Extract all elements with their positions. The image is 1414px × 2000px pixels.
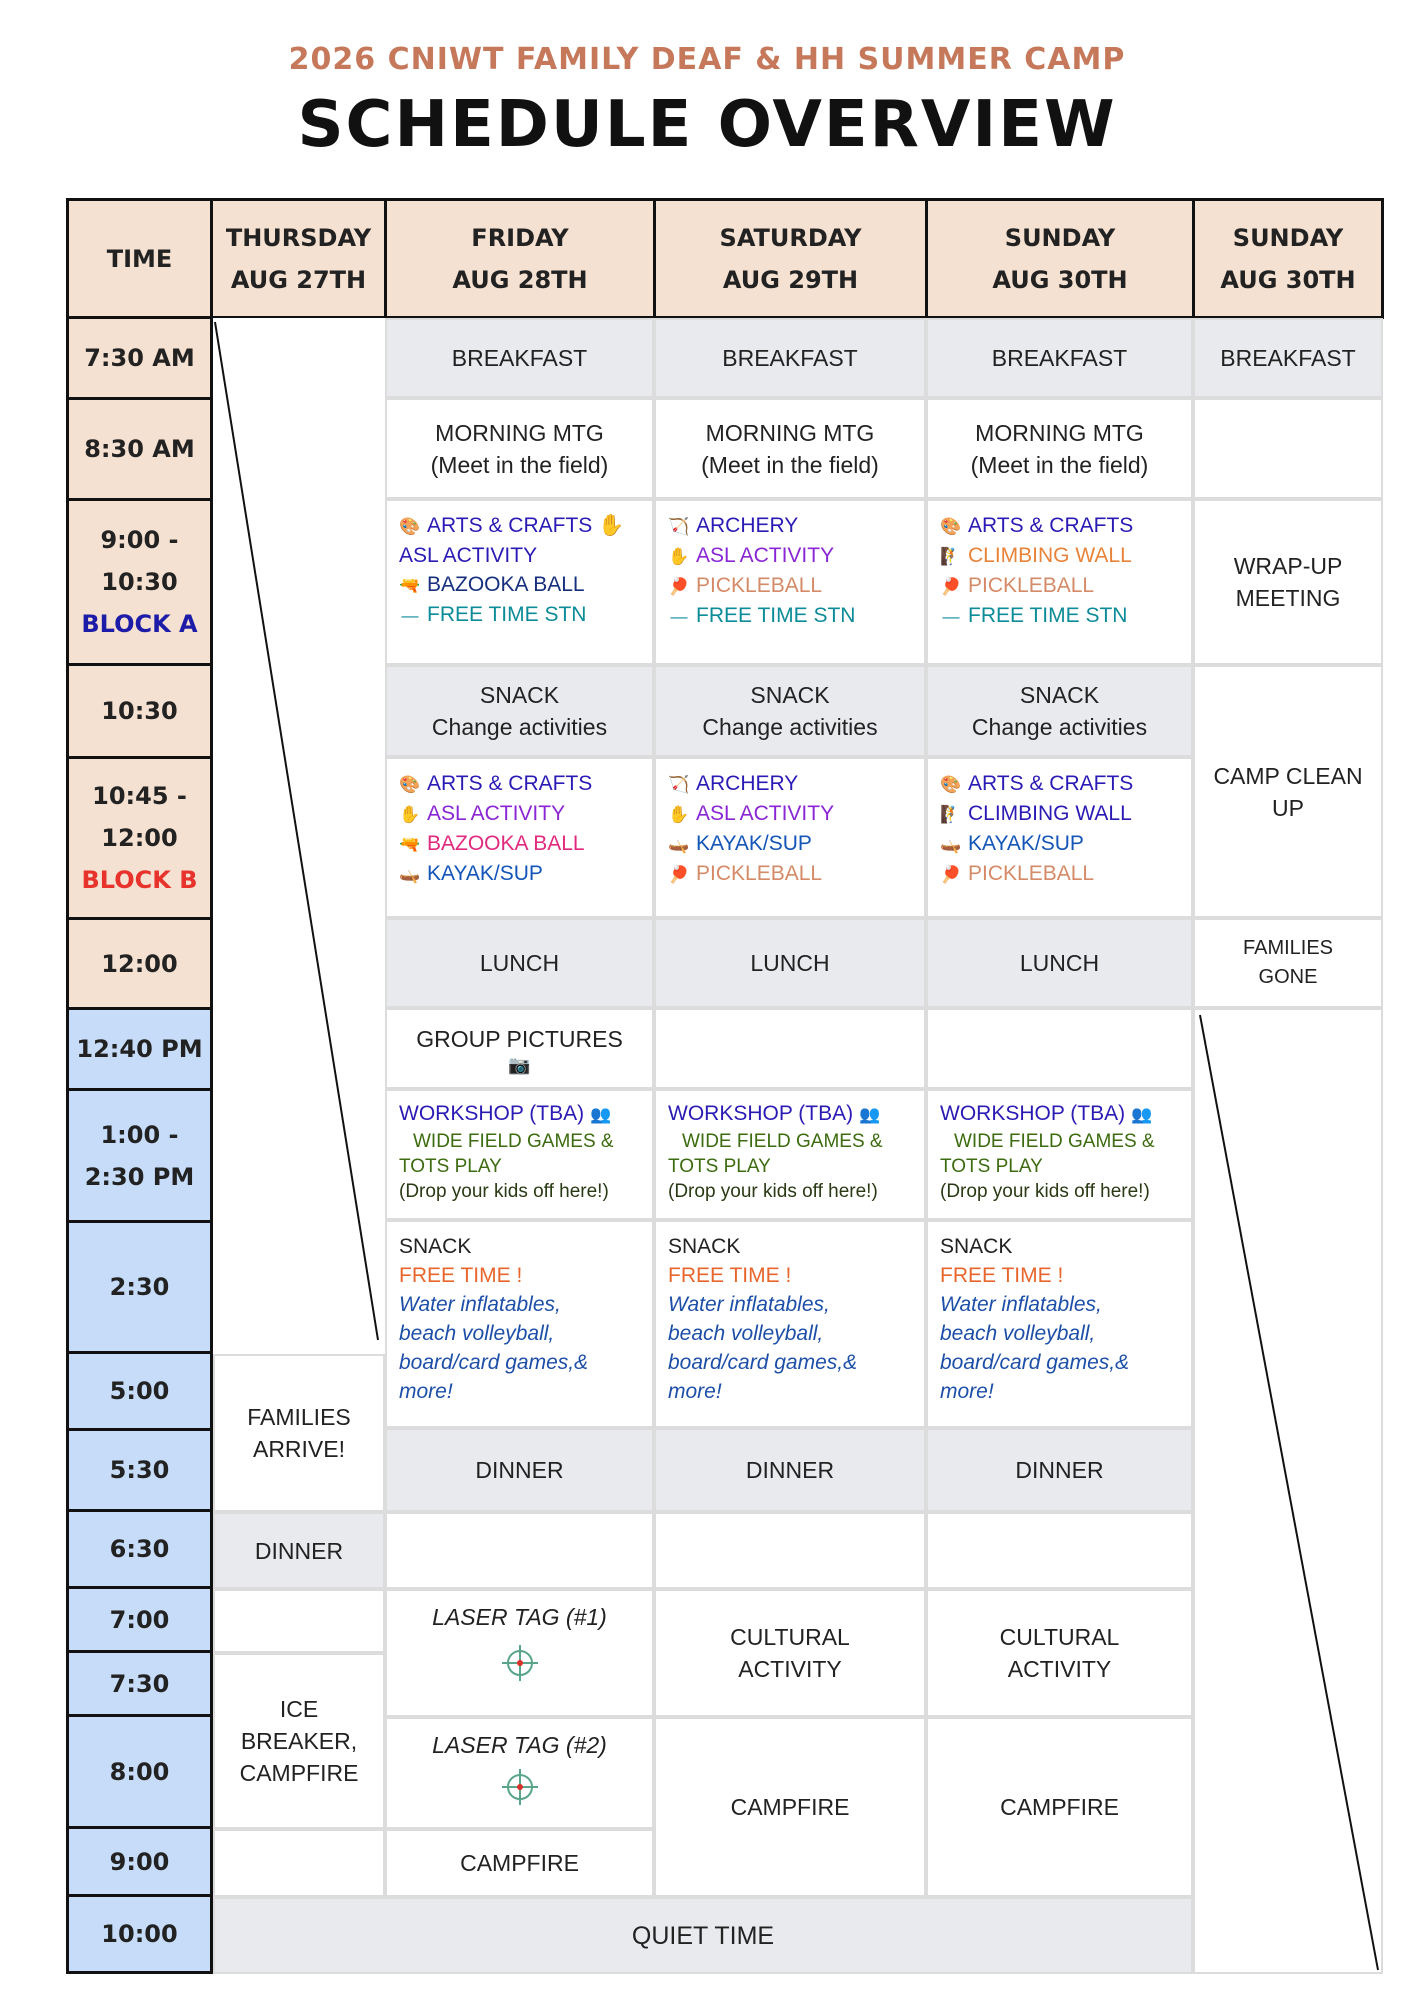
sun2-breakfast: BREAKFAST	[1193, 318, 1383, 398]
sat-morning-mtg: MORNING MTG (Meet in the field)	[654, 398, 926, 499]
time-730pm: 7:30	[66, 1650, 213, 1717]
palette-icon: 🎨	[399, 775, 421, 794]
sat-lunch: LUNCH	[654, 918, 926, 1008]
list-item: 🏓 PICKLEBALL	[668, 571, 822, 601]
header-saturday: SATURDAY AUG 29TH	[653, 198, 928, 319]
sun-dinner: DINNER	[926, 1428, 1193, 1512]
sun2-families-gone: FAMILIES GONE	[1193, 918, 1383, 1008]
paddle-icon: 🏓	[668, 865, 690, 884]
sun-campfire: CAMPFIRE	[926, 1717, 1193, 1897]
sun-snack: SNACK Change activities	[926, 665, 1193, 757]
list-item: 🔫 BAZOOKA BALL	[399, 829, 585, 859]
sat-cultural-activity: CULTURAL ACTIVITY	[654, 1589, 926, 1717]
fri-snack: SNACK Change activities	[385, 665, 654, 757]
list-item: 🎨 ARTS & CRAFTS ✋	[399, 511, 624, 541]
time-1200: 12:00	[66, 917, 213, 1010]
bow-arrow-icon: 🏹	[668, 517, 690, 536]
header-sunday: SUNDAY AUG 30TH	[925, 198, 1195, 319]
dash-icon: —	[401, 606, 419, 625]
list-item: ✋ ASL ACTIVITY	[668, 799, 834, 829]
list-item: — FREE TIME STN	[399, 600, 586, 630]
sat-snack: SNACK Change activities	[654, 665, 926, 757]
hand-icon: ✋	[399, 805, 421, 824]
palette-icon: 🎨	[940, 775, 962, 794]
sat-breakfast: BREAKFAST	[654, 318, 926, 398]
header-thursday: THURSDAY AUG 27TH	[210, 198, 387, 319]
fri-group-pictures: GROUP PICTURES 📷	[385, 1008, 654, 1089]
people-icon: 👥	[858, 1105, 881, 1124]
fri-morning-mtg: MORNING MTG (Meet in the field)	[385, 398, 654, 499]
fri-laser-tag-1: LASER TAG (#1)	[385, 1589, 654, 1717]
list-item: 🎨 ARTS & CRAFTS	[399, 769, 592, 799]
kayak-icon: 🛶	[940, 835, 962, 854]
sat-campfire: CAMPFIRE	[654, 1717, 926, 1897]
sun-cultural-activity: CULTURAL ACTIVITY	[926, 1589, 1193, 1717]
thu-dinner: DINNER	[213, 1512, 385, 1589]
time-block-a: 9:00 - 10:30 BLOCK A	[66, 498, 213, 666]
list-item: 🏓 PICKLEBALL	[940, 571, 1094, 601]
sun-workshop: WORKSHOP (TBA) 👥 WIDE FIELD GAMES & TOTS PLAY (Drop your kids off here!)	[926, 1089, 1193, 1220]
sun2-camp-clean-up: CAMP CLEAN UP	[1193, 665, 1383, 918]
list-item: 🛶 KAYAK/SUP	[940, 829, 1084, 859]
time-1000: 10:00	[66, 1894, 213, 1974]
list-item: ✋ ASL ACTIVITY	[399, 799, 565, 829]
list-item: 🎨 ARTS & CRAFTS	[940, 511, 1133, 541]
list-item: 🏹 ARCHERY	[668, 511, 798, 541]
time-100pm: 1:00 - 2:30 PM	[66, 1088, 213, 1223]
water-gun-icon: 🔫	[399, 576, 421, 595]
list-item: — FREE TIME STN	[668, 601, 855, 631]
dash-icon: —	[942, 607, 960, 626]
people-icon: 👥	[589, 1105, 612, 1124]
sat-dinner: DINNER	[654, 1428, 926, 1512]
time-730am: 7:30 AM	[66, 316, 213, 400]
dash-icon: —	[670, 607, 688, 626]
time-1030: 10:30	[66, 663, 213, 759]
climber-icon: 🧗	[940, 547, 962, 566]
list-item: ✋ ASL ACTIVITY	[668, 541, 834, 571]
time-230: 2:30	[66, 1220, 213, 1354]
thu-ice-breaker: ICE BREAKER, CAMPFIRE	[213, 1653, 385, 1829]
fri-campfire: CAMPFIRE	[385, 1829, 654, 1897]
time-530: 5:30	[66, 1428, 213, 1512]
header-time: TIME	[66, 198, 213, 319]
sun-lunch: LUNCH	[926, 918, 1193, 1008]
fri-dinner: DINNER	[385, 1428, 654, 1512]
list-item: — FREE TIME STN	[940, 601, 1127, 631]
camp-subtitle: 2026 CNIWT FAMILY DEAF & HH SUMMER CAMP	[288, 42, 1126, 77]
page-title: SCHEDULE OVERVIEW	[297, 88, 1117, 162]
people-icon: 👥	[1130, 1105, 1153, 1124]
list-item: 🛶 KAYAK/SUP	[399, 859, 543, 889]
palette-icon: 🎨	[399, 517, 421, 536]
time-1240pm: 12:40 PM	[66, 1007, 213, 1091]
kayak-icon: 🛶	[399, 865, 421, 884]
list-item: ASL ACTIVITY	[399, 544, 538, 567]
hand-icon: ✋	[668, 547, 690, 566]
kayak-icon: 🛶	[668, 835, 690, 854]
sat-free-time: SNACK FREE TIME ! Water inflatables, beach volleyball, board/card games,& more!	[654, 1220, 926, 1428]
paddle-icon: 🏓	[940, 577, 962, 596]
fri-laser-tag-2: LASER TAG (#2)	[385, 1717, 654, 1829]
sun-free-time: SNACK FREE TIME ! Water inflatables, beach volleyball, board/card games,& more!	[926, 1220, 1193, 1428]
quiet-time: QUIET TIME	[213, 1897, 1193, 1974]
time-900pm: 9:00	[66, 1826, 213, 1897]
list-item: 🎨 ARTS & CRAFTS	[940, 769, 1133, 799]
camera-icon: 📷	[508, 1054, 531, 1075]
list-item: 🛶 KAYAK/SUP	[668, 829, 812, 859]
time-700: 7:00	[66, 1586, 213, 1653]
list-item: 🏓 PICKLEBALL	[940, 859, 1094, 889]
sun2-wrap-up: WRAP-UP MEETING	[1193, 499, 1383, 665]
time-630: 6:30	[66, 1509, 213, 1589]
time-500: 5:00	[66, 1351, 213, 1431]
climber-icon: 🧗	[940, 805, 962, 824]
palette-icon: 🎨	[940, 517, 962, 536]
fri-lunch: LUNCH	[385, 918, 654, 1008]
list-item: 🏓 PICKLEBALL	[668, 859, 822, 889]
fri-free-time: SNACK FREE TIME ! Water inflatables, beach volleyball, board/card games,& more!	[385, 1220, 654, 1428]
time-800: 8:00	[66, 1714, 213, 1829]
fri-breakfast: BREAKFAST	[385, 318, 654, 398]
sun-breakfast: BREAKFAST	[926, 318, 1193, 398]
sat-workshop: WORKSHOP (TBA) 👥 WIDE FIELD GAMES & TOTS PLAY (Drop your kids off here!)	[654, 1089, 926, 1220]
list-item: 🧗 CLIMBING WALL	[940, 799, 1132, 829]
thu-families-arrive: FAMILIES ARRIVE!	[213, 1354, 385, 1512]
water-gun-icon: 🔫	[399, 835, 421, 854]
header-sunday-2: SUNDAY AUG 30TH	[1192, 198, 1384, 319]
paddle-icon: 🏓	[668, 577, 690, 596]
list-item: 🧗 CLIMBING WALL	[940, 541, 1132, 571]
bow-arrow-icon: 🏹	[668, 775, 690, 794]
sun-morning-mtg: MORNING MTG (Meet in the field)	[926, 398, 1193, 499]
hand-icon: ✋	[668, 805, 690, 824]
time-block-b: 10:45 - 12:00 BLOCK B	[66, 756, 213, 920]
paddle-icon: 🏓	[940, 865, 962, 884]
fri-workshop: WORKSHOP (TBA) 👥 WIDE FIELD GAMES & TOTS PLAY (Drop your kids off here!)	[385, 1089, 654, 1220]
list-item: 🏹 ARCHERY	[668, 769, 798, 799]
list-item: 🔫 BAZOOKA BALL	[399, 570, 585, 600]
header-friday: FRIDAY AUG 28TH	[384, 198, 656, 319]
time-830am: 8:30 AM	[66, 397, 213, 501]
